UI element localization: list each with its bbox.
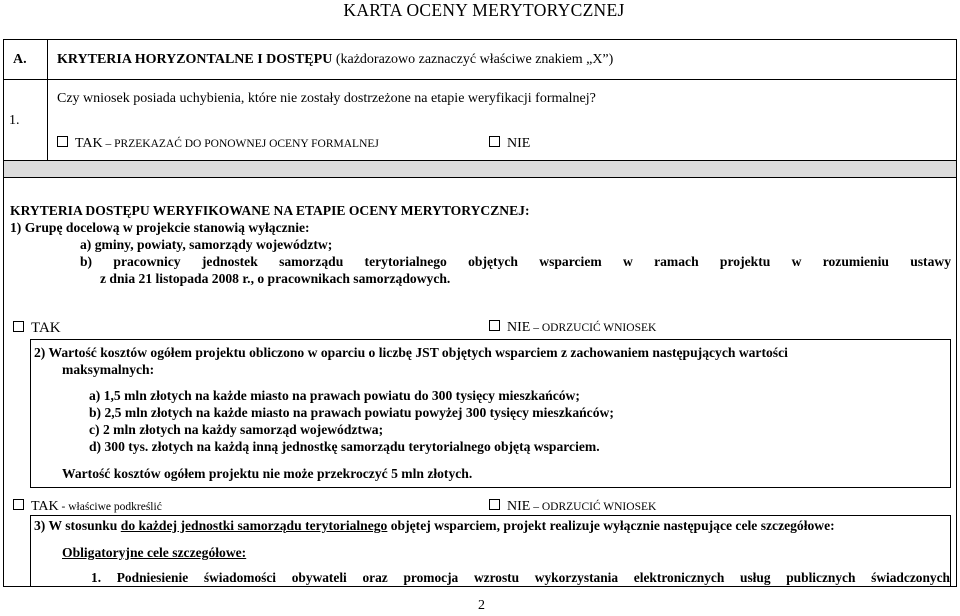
checkbox[interactable] [57, 136, 68, 147]
checkbox[interactable] [489, 320, 500, 331]
criterion-3-pre: 3) W stosunku [34, 518, 121, 533]
option-tak-description: – PRZEKAZAĆ DO PONOWNEJ OCENY FORMALNEJ [102, 138, 379, 150]
criterion-1-b-line2: z dnia 21 listopada 2008 r., o pracownikach samorządowych. [100, 271, 451, 286]
criterion-3-underlined: do każdej jednostki samorządu terytorialnego [120, 518, 388, 533]
criterion-2-line1: 2) Wartość kosztów ogółem projektu obliczono w oparciu o liczbę JST objętych wsparciem z zachowaniem następujących wartości [34, 345, 788, 360]
column-divider [47, 40, 48, 160]
criterion-2-option-nie[interactable] [489, 499, 656, 515]
option-nie-description: – ODRZUCIĆ WNIOSEK [530, 501, 657, 513]
criterion-3-post: objętej wsparciem, projekt realizuje wyłącznie następujące cele szczegółowe: [387, 518, 835, 533]
row-divider [4, 177, 956, 178]
criterion-2-a: a) 1,5 mln złotych na każde miasto na prawach powiatu do 300 tysięcy mieszkańców; [89, 388, 580, 403]
mandatory-goals-heading: Obligatoryjne cele szczegółowe: [62, 545, 247, 560]
option-tak-label: TAK [75, 136, 103, 151]
option-tak-transfer[interactable] [57, 136, 379, 152]
gray-separator-row [4, 161, 956, 177]
question-text: Czy wniosek posiada uchybienia, które nie zostały dostrzeżone na etapie weryfikacji formalnej? [57, 91, 596, 106]
option-nie-description: – ODRZUCIĆ WNIOSEK [530, 322, 657, 334]
section-a-heading [57, 52, 613, 68]
option-tak-description: - właściwe podkreślić [58, 501, 162, 513]
access-criteria-heading: KRYTERIA DOSTĘPU WERYFIKOWANE NA ETAPIE OCENY MERYTORYCZNEJ: [10, 203, 530, 218]
goal-1: 1. Podniesienie świadomości obywateli oraz promocja wzrostu wykorzystania elektronicznych usług publicznych świadczonych [91, 570, 950, 585]
checkbox[interactable] [489, 136, 500, 147]
document-title: KARTA OCENY MERYTORYCZNEJ [343, 0, 625, 20]
criterion-1-option-nie[interactable] [489, 320, 656, 336]
criterion-3-line [34, 518, 835, 534]
checkbox[interactable] [13, 321, 24, 332]
option-nie-label: NIE [507, 499, 531, 514]
criterion-2-d: d) 300 tys. złotych na każdą inną jednostkę samorządu terytorialnego objętą wsparciem. [89, 439, 600, 454]
section-a-heading-bold: KRYTERIA HORYZONTALNE I DOSTĘPU [57, 52, 333, 67]
criterion-1-option-tak[interactable] [13, 320, 61, 337]
criterion-2-b: b) 2,5 mln złotych na każde miasto na prawach powiatu powyżej 300 tysięcy mieszkańców; [89, 405, 614, 420]
criterion-2-note: Wartość kosztów ogółem projektu nie może przekroczyć 5 mln złotych. [62, 466, 473, 481]
section-letter: A. [13, 52, 27, 67]
checkbox[interactable] [13, 499, 24, 510]
criterion-2-line2: maksymalnych: [62, 362, 155, 377]
option-nie-label: NIE [507, 320, 531, 335]
criterion-1-b-line1: b) pracownicy jednostek samorządu terytorialnego objętych wsparciem w ramach projektu w rozumieniu ustawy [80, 254, 951, 269]
option-tak-label: TAK [31, 499, 59, 514]
question-number: 1. [9, 113, 20, 128]
option-nie-label: NIE [507, 136, 531, 151]
criterion-1-a: a) gminy, powiaty, samorządy województw; [80, 237, 333, 252]
option-tak-label: TAK [31, 320, 61, 336]
row-divider [4, 79, 956, 80]
checkbox[interactable] [489, 499, 500, 510]
section-a-note: (każdorazowo zaznaczyć właściwe znakiem „X”) [332, 52, 614, 67]
criterion-2-c: c) 2 mln złotych na każdy samorząd województwa; [89, 422, 384, 437]
criterion-2-option-tak[interactable] [13, 499, 162, 515]
page-number: 2 [478, 598, 485, 613]
criterion-1: 1) Grupę docelową w projekcie stanowią wyłącznie: [10, 220, 310, 235]
option-nie[interactable] [489, 136, 530, 152]
